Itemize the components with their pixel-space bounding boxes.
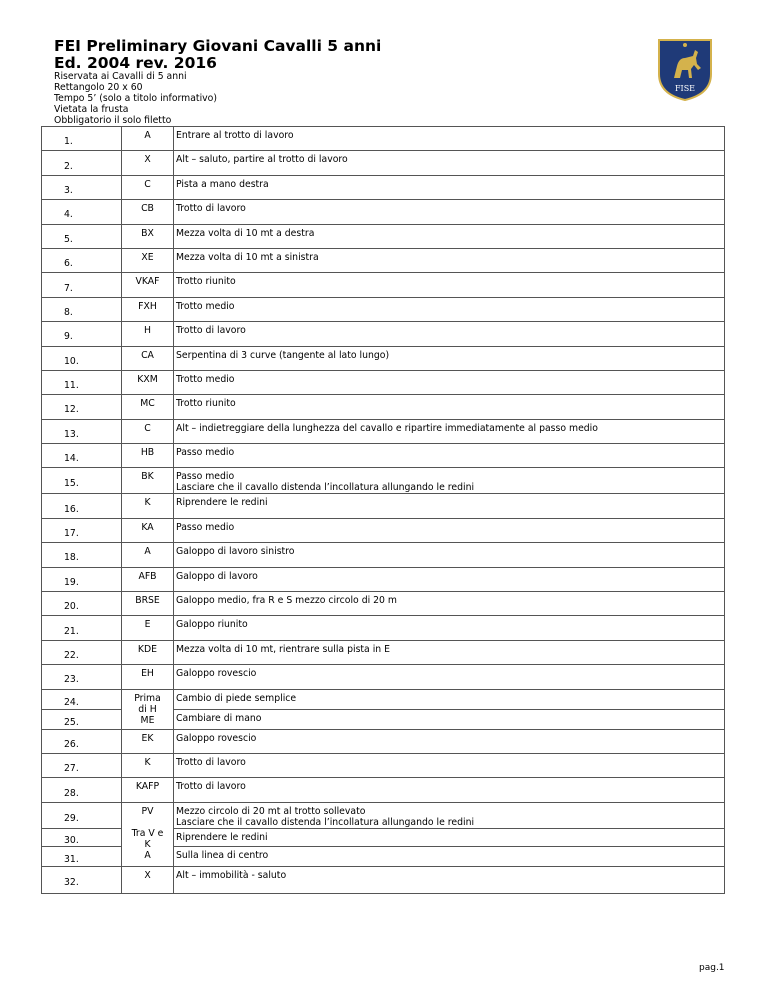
movement-description: Trotto medio — [174, 370, 725, 394]
table-row — [42, 297, 725, 321]
movement-number: 25. — [42, 709, 122, 729]
table-row — [42, 543, 725, 567]
movement-letters: Prima di H ME — [122, 689, 174, 729]
movement-description: Trotto di lavoro — [174, 200, 725, 224]
movement-description: Trotto riunito — [174, 395, 725, 419]
table-row — [42, 866, 725, 893]
movement-description: Alt – immobilità - saluto — [174, 866, 725, 893]
movement-letters: KXM — [122, 370, 174, 394]
movement-number: 32. — [42, 866, 122, 893]
movement-letters: VKAF — [122, 273, 174, 297]
movement-number: 13. — [42, 419, 122, 443]
table-row — [42, 778, 725, 802]
table-row — [42, 468, 725, 494]
movement-letters: CB — [122, 200, 174, 224]
movement-letters: XE — [122, 248, 174, 272]
movement-number: 26. — [42, 729, 122, 753]
movement-description: Mezza volta di 10 mt a destra — [174, 224, 725, 248]
movement-number: 24. — [42, 689, 122, 709]
movement-letters: C — [122, 419, 174, 443]
info-line: Rettangolo 20 x 60 — [54, 82, 143, 93]
movement-description — [174, 802, 725, 828]
movement-description: Galoppo rovescio — [174, 729, 725, 753]
title-line-1: FEI Preliminary Giovani Cavalli 5 anni — [54, 37, 382, 55]
movement-number: 15. — [42, 468, 122, 494]
movement-description: Trotto riunito — [174, 273, 725, 297]
movement-description: Alt – indietreggiare della lunghezza del cavallo e ripartire immediatamente al passo medio — [174, 419, 725, 443]
movement-number: 29. — [42, 802, 122, 828]
info-line: Vietata la frusta — [54, 104, 129, 115]
movement-letters: AFB — [122, 567, 174, 591]
table-row — [42, 419, 725, 443]
test-info — [54, 71, 217, 126]
movement-letters: KDE — [122, 640, 174, 664]
table-row — [42, 665, 725, 689]
movement-number: 10. — [42, 346, 122, 370]
movement-number: 2. — [42, 151, 122, 175]
table-row — [42, 729, 725, 753]
movement-number: 16. — [42, 494, 122, 518]
movement-letters: CA — [122, 346, 174, 370]
table-row — [42, 370, 725, 394]
info-line: Tempo 5’ (solo a titolo informativo) — [54, 93, 217, 104]
movement-number: 6. — [42, 248, 122, 272]
movement-description: Trotto di lavoro — [174, 753, 725, 777]
movement-letters: C — [122, 175, 174, 199]
test-movements-table — [41, 126, 725, 894]
movement-description: Cambio di piede semplice — [174, 689, 725, 709]
movement-number: 31. — [42, 846, 122, 866]
movement-number: 5. — [42, 224, 122, 248]
table-row — [42, 640, 725, 664]
movement-number: 20. — [42, 592, 122, 616]
movement-description: Entrare al trotto di lavoro — [174, 127, 725, 151]
table-row — [42, 753, 725, 777]
movement-description: Sulla linea di centro — [174, 846, 725, 866]
movement-number: 30. — [42, 828, 122, 846]
movement-letters: E — [122, 616, 174, 640]
table-row — [42, 616, 725, 640]
movement-description: Galoppo di lavoro — [174, 567, 725, 591]
movement-description: Passo medio — [174, 444, 725, 468]
movement-description: Mezza volta di 10 mt, rientrare sulla pista in E — [174, 640, 725, 664]
movement-letters: K — [122, 753, 174, 777]
movement-description: Galoppo di lavoro sinistro — [174, 543, 725, 567]
table-row — [42, 567, 725, 591]
movement-letters: KAFP — [122, 778, 174, 802]
movement-number: 17. — [42, 518, 122, 542]
movement-letters: HB — [122, 444, 174, 468]
table-row — [42, 151, 725, 175]
movement-letters: EH — [122, 665, 174, 689]
movement-number: 27. — [42, 753, 122, 777]
description-line: Passo medio — [176, 471, 235, 483]
description-line: Lasciare che il cavallo distenda l’incollatura allungando le redini — [176, 816, 475, 828]
movement-number: 9. — [42, 322, 122, 346]
movement-letters: KA — [122, 518, 174, 542]
movement-description: Galoppo medio, fra R e S mezzo circolo di 20 m — [174, 592, 725, 616]
movement-number: 3. — [42, 175, 122, 199]
table-row — [42, 346, 725, 370]
movement-number: 22. — [42, 640, 122, 664]
movement-number: 8. — [42, 297, 122, 321]
movement-description: Passo medio — [174, 518, 725, 542]
table-row — [42, 395, 725, 419]
description-line: Lasciare che il cavallo distenda l’incollatura allungando le redini — [176, 482, 475, 494]
movement-letters: BRSE — [122, 592, 174, 616]
description-line: Mezzo circolo di 20 mt al trotto sollevato — [176, 805, 366, 817]
movement-number: 12. — [42, 395, 122, 419]
movement-number: 11. — [42, 370, 122, 394]
movement-letters: MC — [122, 395, 174, 419]
table-row — [42, 322, 725, 346]
movement-number: 28. — [42, 778, 122, 802]
fise-logo — [649, 36, 721, 102]
movement-letters: X — [122, 151, 174, 175]
movement-letters: BK — [122, 468, 174, 494]
movement-letters: X — [122, 866, 174, 893]
page-number: pag.1 — [699, 963, 725, 973]
info-line: Obbligatorio il solo filetto — [54, 115, 172, 126]
table-row — [42, 802, 725, 828]
movement-letters: A — [122, 127, 174, 151]
movement-number: 14. — [42, 444, 122, 468]
table-row — [42, 518, 725, 542]
info-line: Riservata ai Cavalli di 5 anni — [54, 71, 187, 82]
movement-description: Galoppo rovescio — [174, 665, 725, 689]
table-row — [42, 273, 725, 297]
table-row — [42, 224, 725, 248]
movement-description: Trotto di lavoro — [174, 778, 725, 802]
movement-description: Trotto di lavoro — [174, 322, 725, 346]
table-row — [42, 444, 725, 468]
movement-number: 4. — [42, 200, 122, 224]
movement-number: 21. — [42, 616, 122, 640]
movement-letters: BX — [122, 224, 174, 248]
movement-description: Cambiare di mano — [174, 709, 725, 729]
movement-description: Galoppo riunito — [174, 616, 725, 640]
title-line-2: Ed. 2004 rev. 2016 — [54, 54, 217, 72]
movement-description: Riprendere le redini — [174, 494, 725, 518]
table-row — [42, 592, 725, 616]
movement-letters: PV Tra V e K A — [122, 802, 174, 866]
table-row — [42, 127, 725, 151]
movement-letters: EK — [122, 729, 174, 753]
movement-letters: A — [122, 543, 174, 567]
movement-description: Serpentina di 3 curve (tangente al lato lungo) — [174, 346, 725, 370]
movement-number: 18. — [42, 543, 122, 567]
movement-description: Alt – saluto, partire al trotto di lavoro — [174, 151, 725, 175]
table-row — [42, 200, 725, 224]
table-row — [42, 689, 725, 709]
document-title — [54, 38, 381, 72]
movement-number: 7. — [42, 273, 122, 297]
logo-text: FISE — [674, 84, 696, 93]
table-row — [42, 494, 725, 518]
movement-description: Mezza volta di 10 mt a sinistra — [174, 248, 725, 272]
table-row — [42, 175, 725, 199]
movement-number: 1. — [42, 127, 122, 151]
movement-description: Riprendere le redini — [174, 828, 725, 846]
movement-description: Trotto medio — [174, 297, 725, 321]
movement-letters: H — [122, 322, 174, 346]
movement-description — [174, 468, 725, 494]
movement-description: Pista a mano destra — [174, 175, 725, 199]
movement-number: 23. — [42, 665, 122, 689]
movement-number: 19. — [42, 567, 122, 591]
movement-letters: FXH — [122, 297, 174, 321]
movement-letters: K — [122, 494, 174, 518]
table-row — [42, 248, 725, 272]
